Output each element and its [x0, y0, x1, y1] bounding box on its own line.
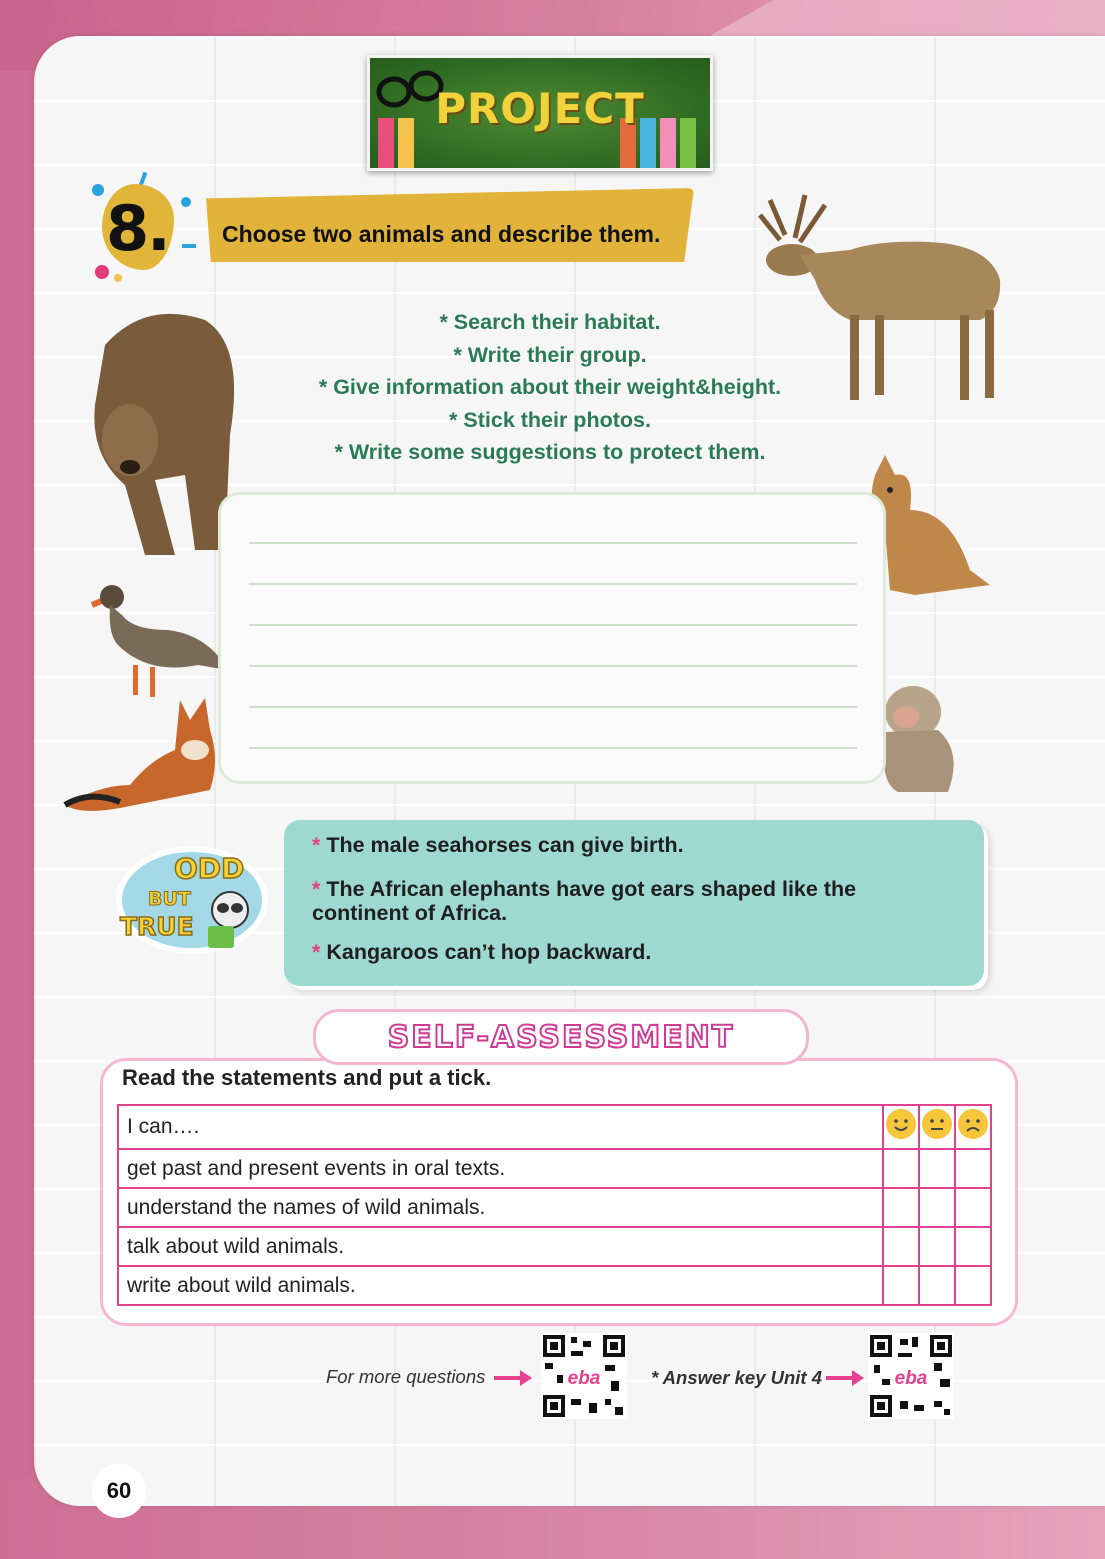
- task-number: 8.: [106, 192, 169, 265]
- header-cell: I can….: [118, 1105, 883, 1149]
- statement-cell: write about wild animals.: [118, 1266, 883, 1305]
- statement-cell: talk about wild animals.: [118, 1227, 883, 1266]
- instruction-item: * Give information about their weight&height.: [318, 375, 782, 400]
- self-assessment-title: SELF-ASSESSMENT: [387, 1020, 735, 1055]
- sticker-but: BUT: [148, 888, 191, 910]
- happy-face-icon: [885, 1108, 917, 1140]
- fact-item: * Kangaroos can’t hop backward.: [312, 940, 652, 964]
- svg-text:eba: eba: [894, 1368, 928, 1389]
- self-assessment-instruction: Read the statements and put a tick.: [122, 1065, 492, 1090]
- tick-cell-sad[interactable]: [955, 1266, 991, 1305]
- writing-area[interactable]: [218, 492, 886, 784]
- self-assessment-table: [117, 1104, 992, 1306]
- arrow-right-icon: [494, 1368, 532, 1388]
- writing-line[interactable]: [249, 542, 857, 544]
- tick-cell-sad[interactable]: [955, 1227, 991, 1266]
- tick-cell-neutral[interactable]: [919, 1149, 955, 1188]
- page-number-badge: [92, 1464, 146, 1518]
- arrow-right-icon: [826, 1368, 864, 1388]
- odd-but-true-sticker: [112, 842, 274, 960]
- instruction-item: * Stick their photos.: [449, 407, 651, 432]
- instruction-item: * Search their habitat.: [439, 310, 661, 334]
- writing-line[interactable]: [249, 624, 857, 626]
- writing-line[interactable]: [249, 583, 857, 585]
- qr-code-icon[interactable]: [541, 1333, 627, 1419]
- fact-item: * The male seahorses can give birth.: [312, 833, 684, 857]
- project-title: PROJECT: [435, 84, 645, 133]
- happy-face-cell: [883, 1105, 919, 1149]
- table-header-row: [118, 1105, 991, 1149]
- tick-cell-sad[interactable]: [955, 1149, 991, 1188]
- tick-cell-neutral[interactable]: [919, 1227, 955, 1266]
- table-row: [118, 1227, 991, 1266]
- statement-cell: get past and present events in oral texts.: [118, 1149, 883, 1188]
- instruction-item: * Write some suggestions to protect them.: [334, 440, 766, 465]
- svg-text:eba: eba: [567, 1368, 601, 1389]
- instruction-item: * Write their group.: [453, 342, 647, 367]
- table-row: [118, 1149, 991, 1188]
- fact-item: * The African elephants have got ears shaped like the continent of Africa.: [312, 877, 857, 925]
- task-title: Choose two animals and describe them.: [222, 221, 661, 247]
- page-number: 60: [106, 1478, 132, 1503]
- bear-image: [85, 305, 240, 560]
- tick-cell-sad[interactable]: [955, 1188, 991, 1227]
- task-number-badge: [86, 172, 196, 290]
- writing-line[interactable]: [249, 665, 857, 667]
- writing-line[interactable]: [249, 706, 857, 708]
- tick-cell-happy[interactable]: [883, 1188, 919, 1227]
- project-banner: [367, 55, 713, 171]
- sticker-true: TRUE: [120, 912, 194, 941]
- qr-code-icon[interactable]: [868, 1333, 954, 1419]
- tick-cell-neutral[interactable]: [919, 1188, 955, 1227]
- statement-cell: understand the names of wild animals.: [118, 1188, 883, 1227]
- table-row: [118, 1266, 991, 1305]
- goose-image: [88, 575, 233, 705]
- neutral-face-icon: [921, 1108, 953, 1140]
- table-row: [118, 1188, 991, 1227]
- neutral-face-cell: [919, 1105, 955, 1149]
- tick-cell-neutral[interactable]: [919, 1266, 955, 1305]
- answer-key-label: * Answer key Unit 4: [651, 1367, 823, 1388]
- tick-cell-happy[interactable]: [883, 1266, 919, 1305]
- tick-cell-happy[interactable]: [883, 1149, 919, 1188]
- tick-cell-happy[interactable]: [883, 1227, 919, 1266]
- writing-line[interactable]: [249, 747, 857, 749]
- deer-image: [730, 190, 1020, 405]
- sticker-odd: ODD: [174, 852, 245, 885]
- more-questions-label: For more questions: [326, 1366, 486, 1387]
- sad-face-icon: [957, 1108, 989, 1140]
- sad-face-cell: [955, 1105, 991, 1149]
- self-assessment-title-box: [313, 1009, 809, 1065]
